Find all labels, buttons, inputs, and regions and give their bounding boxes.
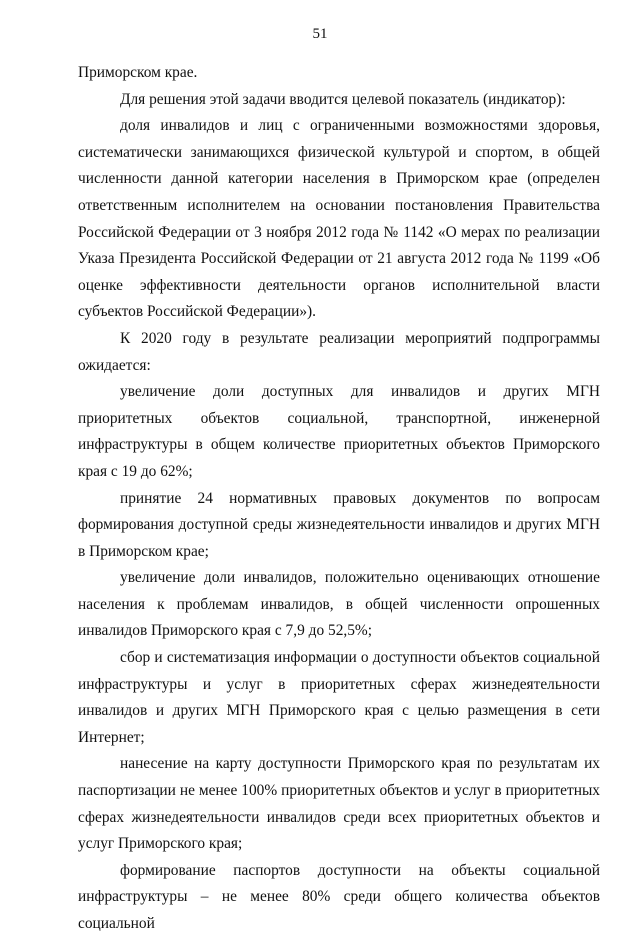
- page-number: 51: [312, 26, 328, 42]
- paragraph-continuation: Приморском крае.: [78, 64, 198, 81]
- list-item-public-attitude: увеличение доли инвалидов, положительно оценивающих отношение населения к проблемам инвалидов, в общей численности опрошенных инвалидов Приморского края с 7,9 до 52,5%;: [78, 569, 600, 640]
- list-item-accessible-objects: увеличение доли доступных для инвалидов и других МГН приоритетных объектов социальной, транспортной, инженерной инфраструктуры в общем количестве приоритетных объектов Приморского края с 19 до 62%;: [78, 383, 600, 480]
- document-body: [78, 60, 600, 938]
- list-item-normative-documents: принятие 24 нормативных правовых документов по вопросам формирования доступной среды жизнедеятельности инвалидов и других МГН в Приморском крае;: [78, 489, 600, 560]
- paragraph-task-intro: Для решения этой задачи вводится целевой показатель (индикатор):: [120, 90, 566, 108]
- list-item-accessibility-map: нанесение на карту доступности Приморского края по результатам их паспортизации не менее 100% приоритетных объектов и услуг в приоритетных сферах жизнедеятельности инвалидов среди всех приоритетных объектов и услуг Приморского края;: [78, 755, 600, 853]
- list-item-information-collection: сбор и систематизация информации о доступности объектов социальной инфраструктуры и услуг в приоритетных сферах жизнедеятельности инвалидов и других МГН Приморского края с целью размещения в сети Интернет;: [78, 649, 600, 746]
- list-item-accessibility-passports: формирование паспортов доступности на объекты социальной инфраструктуры – не менее 80% среди общего количества объектов социальной: [78, 861, 600, 932]
- paragraph-indicator: доля инвалидов и лиц с ограниченными возможностями здоровья, систематически занимающихся физической культурой и спортом, в общей численности данной категории населения в Приморском крае (определен ответственным исполнителем на основании постановления Правительства Российской Федерации от 3 ноября 2012 года № 1142 «О мерах по реализации Указа Президента Российской Федерации от 21 августа 2012 года № 1199 «Об оценке эффективности деятельности органов исполнительной власти субъектов Российской Федерации»).: [78, 117, 600, 321]
- paragraph-expected-results: К 2020 году в результате реализации мероприятий подпрограммы ожидается:: [78, 329, 600, 374]
